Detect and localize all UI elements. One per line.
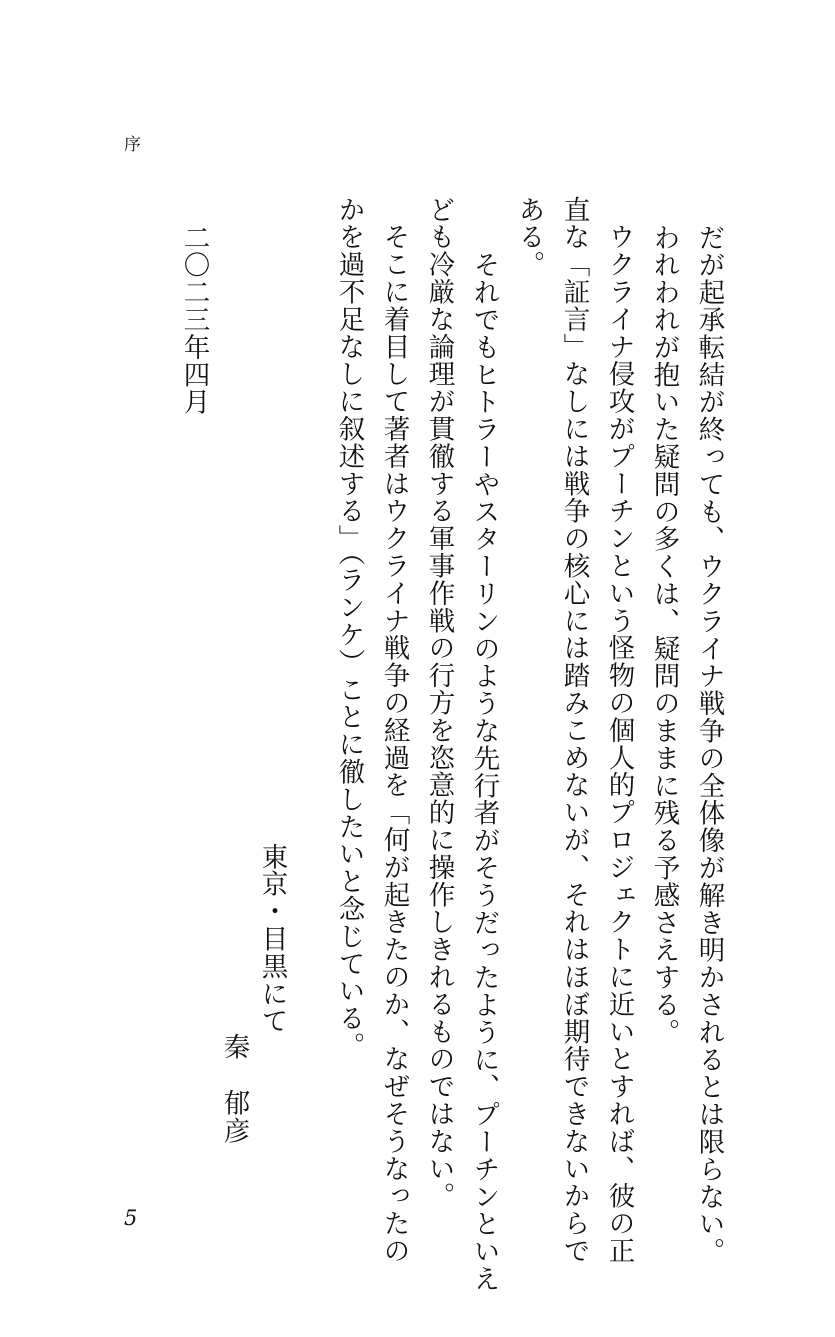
body-column-3: ウクライナ侵攻がプーチンという怪物の個人的プロジェクトに近いとすれば、彼の正 xyxy=(603,196,635,1265)
body-column-2: われわれが抱いた疑問の多くは、疑問のままに残る予感さえする。 xyxy=(648,224,680,1046)
signature-date: 二〇二三年四月 xyxy=(178,224,210,416)
body-column-1: だが起承転結が終っても、ウクライナ戦争の全体像が解き明かされるとは限らない。 xyxy=(693,224,725,1266)
signature-author: 秦 郁彦 xyxy=(218,1033,250,1145)
body-column-8: そこに着目して著者はウクライナ戦争の経過を「何が起きたのか、なぜそうなったの xyxy=(378,196,410,1265)
body-column-7: ども冷厳な論理が貫徹する軍事作戦の行方を恣意的に操作しきれるものではない。 xyxy=(423,196,455,1210)
page-number: 5 xyxy=(124,1206,138,1230)
body-column-6: それでもヒトラーやスターリンのような先行者がそうだったように、プーチンといえ xyxy=(468,224,500,1293)
body-column-5: ある。 xyxy=(513,196,545,279)
signature-place: 東京・目黒にて xyxy=(256,843,288,1035)
running-head: 序 xyxy=(124,135,142,155)
body-column-4: 直な「証言」なしには戦争の核心には踏みこめないが、それはほぼ期待できないからで xyxy=(558,196,590,1265)
body-column-9: かを過不足なしに叙述する」（ランケ）ことに徹したいと念じている。 xyxy=(333,196,365,1060)
